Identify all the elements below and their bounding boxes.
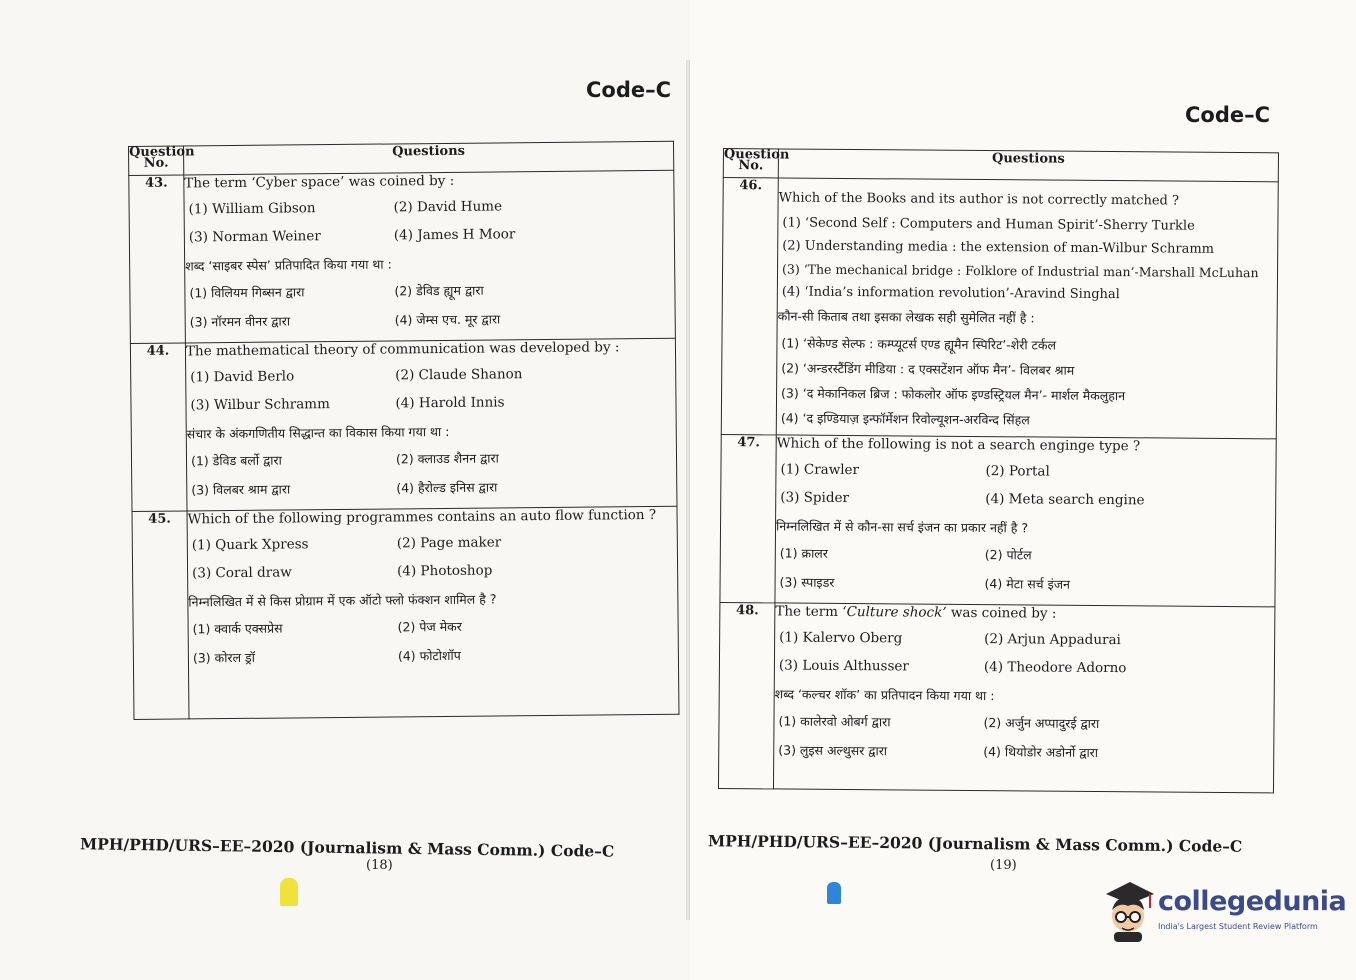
- option-2: (2) Arjun Appadurai: [984, 631, 1121, 649]
- hindi-option-4: (4) ‘द इण्डियाज़ इन्फॉर्मेशन रिवोल्यूशन-अरविन्द सिंहल: [780, 410, 1030, 428]
- question-number: 45.: [132, 511, 189, 720]
- question-stem: The term ‘Cyber space’ was coined by :: [184, 172, 455, 192]
- question-stem: The mathematical theory of communication was developed by :: [185, 339, 620, 360]
- question-stem: Which of the following programmes contains an auto flow function ?: [187, 506, 657, 528]
- option-4: (4) ‘India’s information revolution’-Aravind Singhal: [781, 284, 1120, 303]
- yellow-tab-mark: [280, 878, 298, 906]
- question-number: 47.: [720, 434, 776, 602]
- hindi-option-2: (2) डेविड ह्यूम द्वारा: [394, 282, 484, 299]
- hindi-stem: निम्नलिखित में से किस प्रोग्राम में एक ऑटो फ्लो फंक्शन शामिल है ?: [188, 591, 497, 610]
- option-4: (4) Meta search engine: [985, 491, 1145, 509]
- question-row-45: [132, 506, 679, 719]
- hindi-option-3: (3) लुइस अल्थुसर द्वारा: [778, 742, 888, 759]
- question-row-48: [718, 602, 1274, 792]
- hindi-option-2: (2) क्लाउड शैनन द्वारा: [395, 450, 499, 467]
- right-footer: MPH/PHD/URS–EE–2020 (Journalism & Mass Comm.) Code–C: [707, 831, 1243, 856]
- hindi-stem: निम्नलिखित में से कौन-सा सर्च इंजन का प्रकार नहीं है ?: [775, 518, 1029, 536]
- right-page-number: (19): [990, 858, 1017, 873]
- hindi-option-1: (1) विलियम गिब्सन द्वारा: [189, 284, 305, 301]
- stem-part: was coined by :: [946, 604, 1057, 622]
- option-2: (2) Claude Shanon: [395, 366, 523, 384]
- hindi-option-3: (3) विलबर श्राम द्वारा: [191, 481, 291, 498]
- hindi-option-1: (1) क्वार्क एक्सप्रेस: [192, 620, 283, 637]
- option-2: (2) Understanding media : the extension of man-Wilbur Schramm: [782, 238, 1215, 257]
- stem-italic-term: ‘Culture shock’: [842, 603, 947, 621]
- question-stem: [775, 603, 1274, 623]
- option-1: (1) Crawler: [780, 461, 860, 479]
- option-4: (4) James H Moor: [393, 226, 516, 244]
- question-stem: Which of the following is not a search enginge type ?: [776, 435, 1141, 455]
- hindi-option-2: (2) ‘अन्डरस्टैंडिंग मीडिया : द एक्सटेंशन ऑफ मैन’- विलबर श्राम: [781, 360, 1075, 378]
- option-1: (1) Quark Xpress: [191, 536, 309, 554]
- question-no-header: Question No.: [129, 146, 184, 176]
- blue-tab-mark: [827, 882, 841, 904]
- question-row-46: [721, 178, 1278, 439]
- question-row-44: [130, 338, 677, 511]
- hindi-option-2: (2) अर्जुन अप्पादुरई द्वारा: [983, 715, 1100, 731]
- option-4: (4) Harold Innis: [395, 394, 505, 412]
- hindi-option-3: (3) स्पाइडर: [779, 574, 835, 590]
- hindi-option-1: (1) डेविड बर्लो द्वारा: [190, 452, 282, 469]
- hindi-option-4: (4) हैरोल्ड इनिस द्वारा: [396, 479, 498, 496]
- option-1: (1) Kalervo Oberg: [779, 629, 903, 647]
- option-1: (1) William Gibson: [188, 200, 316, 218]
- hindi-option-2: (2) पेज मेकर: [397, 618, 462, 635]
- collegedunia-logo: [1100, 876, 1347, 946]
- hindi-option-4: (4) थियोडोर अडोर्नो द्वारा: [983, 744, 1099, 760]
- question-number: 48.: [718, 602, 774, 788]
- brand-name: collegedunia: [1158, 886, 1347, 917]
- hindi-option-4: (4) मेटा सर्च इंजन: [984, 576, 1071, 592]
- left-page-number: (18): [366, 858, 393, 873]
- left-code-label: Code–C: [586, 78, 672, 102]
- brand-tagline: India's Largest Student Review Platform: [1158, 922, 1318, 931]
- question-number: 44.: [130, 343, 187, 512]
- question-row-43: [129, 170, 676, 343]
- hindi-stem: शब्द ‘कल्चर शॉक’ का प्रतिपादन किया गया था :: [774, 686, 995, 704]
- option-4: (4) Photoshop: [397, 562, 493, 580]
- option-2: (2) David Hume: [393, 198, 503, 216]
- mascot-icon: [1100, 880, 1156, 944]
- right-code-label: Code–C: [1185, 103, 1271, 127]
- hindi-option-4: (4) फोटोशॉप: [397, 647, 461, 664]
- hindi-option-1: (1) क्रालर: [779, 545, 828, 561]
- right-page: [690, 0, 1356, 980]
- option-1: (1) ‘Second Self : Computers and Human Spirit’-Sherry Turkle: [782, 215, 1195, 234]
- option-3: (3) ‘The mechanical bridge : Folklore of Industrial man’-Marshall McLuhan: [781, 261, 1259, 281]
- questions-header: Questions: [778, 149, 1278, 182]
- right-questions-table: [718, 148, 1279, 793]
- questions-header: Questions: [184, 141, 674, 175]
- question-number: 46.: [721, 178, 778, 435]
- question-no-header: Question No.: [723, 149, 778, 178]
- hindi-option-3: (3) नॉरमन वीनर द्वारा: [189, 313, 291, 330]
- hindi-option-1: (1) ‘सेकेण्ड सेल्फ : कम्प्यूटर्स एण्ड ह्यूमैन स्पिरिट’-शेरी टर्कल: [781, 335, 1057, 353]
- left-questions-table: [128, 141, 679, 720]
- hindi-option-2: (2) पोर्टल: [984, 547, 1032, 563]
- hindi-option-1: (1) कालेरवो ओबर्ग द्वारा: [778, 713, 891, 730]
- option-3: (3) Wilbur Schramm: [190, 396, 330, 414]
- stem-part: The term: [775, 603, 843, 620]
- hindi-option-3: (3) कोरल ड्रॉ: [192, 649, 256, 666]
- hindi-stem: शब्द ‘साइबर स्पेस’ प्रतिपादित किया गया था :: [185, 256, 392, 274]
- option-3: (3) Spider: [780, 489, 850, 506]
- hindi-option-4: (4) जेम्स एच. मूर द्वारा: [394, 311, 501, 328]
- option-2: (2) Portal: [985, 463, 1050, 480]
- option-3: (3) Coral draw: [192, 564, 292, 582]
- option-3: (3) Norman Weiner: [188, 228, 321, 246]
- question-row-47: [720, 434, 1276, 606]
- option-3: (3) Louis Althusser: [778, 657, 909, 675]
- hindi-option-3: (3) ‘द मेकानिकल ब्रिज : फोकलोर ऑफ इण्डस्ट्रियल मैन’- मार्शल मैकलुहान: [781, 385, 1126, 404]
- hindi-stem: कौन-सी किताब तथा इसका लेखक सही सुमेलित नहीं है :: [777, 308, 1035, 326]
- left-footer: MPH/PHD/URS–EE–2020 (Journalism & Mass Comm.) Code–C: [79, 834, 615, 861]
- option-2: (2) Page maker: [396, 534, 502, 552]
- question-number: 43.: [129, 175, 186, 344]
- question-stem: Which of the Books and its author is not correctly matched ?: [778, 190, 1180, 209]
- option-1: (1) David Berlo: [190, 368, 295, 386]
- option-4: (4) Theodore Adorno: [983, 659, 1127, 677]
- hindi-stem: संचार के अंकगणितीय सिद्धान्त का विकास किया गया था :: [186, 423, 450, 442]
